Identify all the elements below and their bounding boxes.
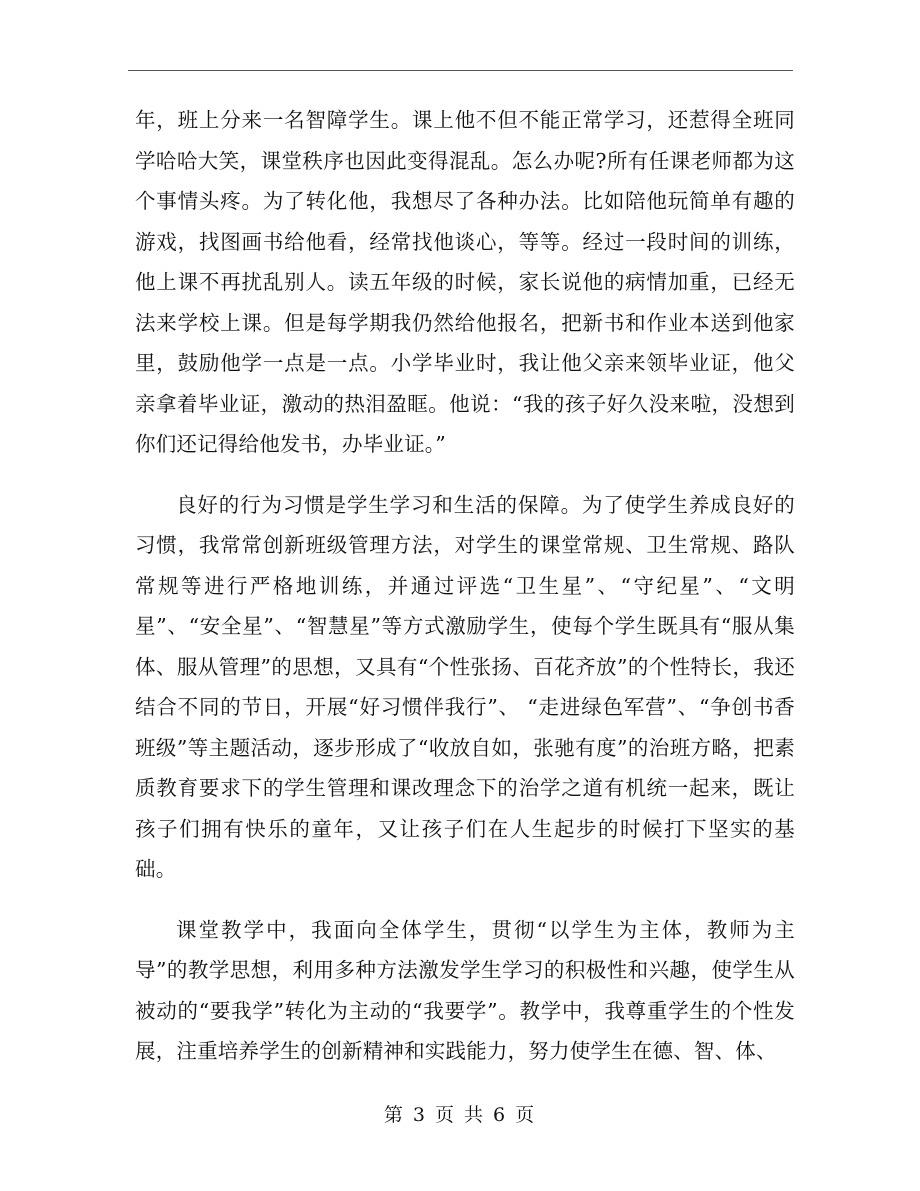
header-rule	[128, 70, 793, 71]
paragraph-1: 年，班上分来一名智障学生。课上他不但不能正常学习，还惹得全班同学哈哈大笑，课堂秩序也因此变得混乱。怎么办呢?所有任课老师都为这个事情头疼。为了转化他，我想尽了各种办法。比如陪他玩简单有趣的游戏，找图画书给他看，经常找他谈心，等等。经过一段时间的训练，他上课不再扰乱别人。读五年级的时候，家长说他的病情加重，已经无法来学校上课。但是每学期我仍然给他报名，把新书和作业本送到他家里，鼓励他学一点是一点。小学毕业时，我让他父亲来领毕业证，他父亲拿着毕业证，激动的热泪盈眶。他说：“我的孩子好久没来啦，没想到你们还记得给他发书，办毕业证。”	[135, 108, 795, 456]
document-body	[135, 100, 795, 1072]
page-number: 第 3 页 共 6 页	[383, 1104, 537, 1126]
paragraph-3: 课堂教学中，我面向全体学生，贯彻“以学生为主体，教师为主导”的教学思想，利用多种方法激发学生学习的积极性和兴趣，使学生从被动的“要我学”转化为主动的“我要学”。教学中，我尊重学生的个性发展，注重培养学生的创新精神和实践能力，努力使学生在德、智、体、	[135, 917, 795, 1063]
paragraph-2: 良好的行为习惯是学生学习和生活的保障。为了使学生养成良好的习惯，我常常创新班级管理方法，对学生的课堂常规、卫生常规、路队常规等进行严格地训练，并通过评选“卫生星”、“守纪星”、“文明星”、“安全星”、“智慧星”等方式激励学生，使每个学生既具有“服从集体、服从管理”的思想，又具有“个性张扬、百花齐放”的个性特长，我还结合不同的节日，开展“好习惯伴我行”、 “走进绿色军营”、“争创书香班级”等主题活动，逐步形成了“收放自如，张驰有度”的治班方略，把素质教育要求下的学生管理和课改理念下的治学之道有机统一起来，既让孩子们拥有快乐的童年，又让孩子们在人生起步的时候打下坚实的基础。	[135, 492, 795, 881]
